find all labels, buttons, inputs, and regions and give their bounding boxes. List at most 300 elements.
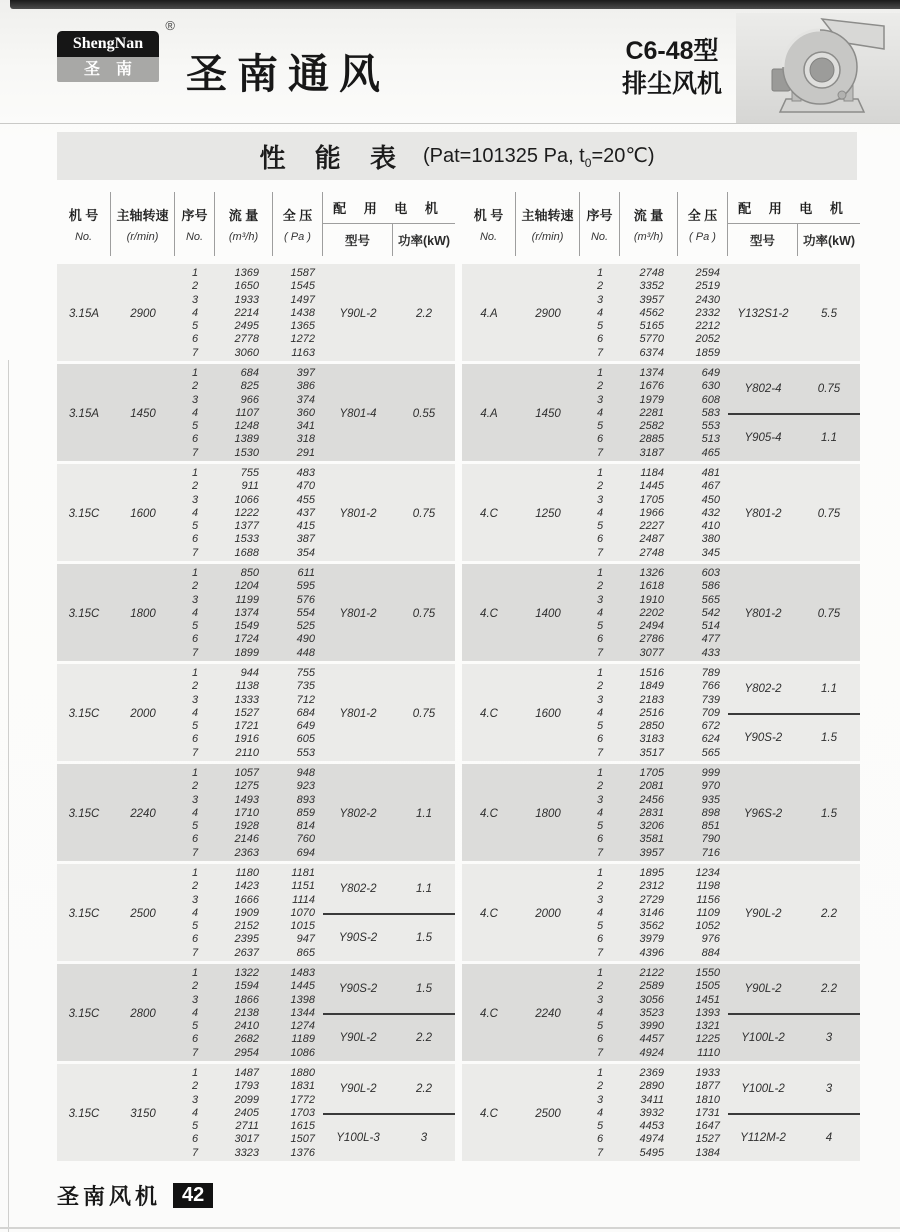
pressure-value: 1052 [695,920,720,933]
registered-trademark-icon: ® [165,18,175,33]
motor-entry [728,266,860,361]
pressure-value: 789 [701,666,720,679]
motor-entry [323,1066,455,1113]
pressure-value: 2594 [695,266,720,279]
flow-value: 684 [240,366,259,379]
header-machine-no [57,192,111,256]
motor-model: Y90S-2 [338,931,378,944]
row-seq: 6 [191,1133,199,1146]
row-seq: 4 [191,406,199,419]
flow-value: 1966 [639,506,664,519]
flow-value: 1333 [234,693,259,706]
shaft-speed: 2000 [535,907,561,920]
seq-column [175,666,215,761]
seq-column [580,866,620,961]
motor-entry [323,266,455,361]
pressure-value: 1365 [290,320,315,333]
row-seq: 1 [191,766,199,779]
pressure-value: 1070 [290,906,315,919]
motor-power: 0.75 [817,383,841,396]
motor-power: 0.55 [412,407,436,420]
flow-value: 2890 [639,1080,664,1093]
machine-no: 4.C [480,807,498,820]
table-block [57,464,455,561]
pressure-value: 923 [296,780,315,793]
centrifugal-fan-icon [736,13,900,123]
motor-model: Y802-2 [339,807,377,820]
flow-value: 1066 [234,493,259,506]
flow-value: 1184 [640,466,664,479]
motor-entry [728,1066,860,1113]
pressure-value: 1505 [695,980,720,993]
pressure-value: 1615 [290,1120,315,1133]
motor-column [323,266,455,361]
machine-no: 4.C [480,507,498,520]
header-shaft-speed [516,192,580,256]
row-seq: 4 [596,906,604,919]
pressure-value: 1831 [290,1080,315,1093]
row-seq: 7 [596,546,604,559]
motor-entry [728,566,860,661]
motor-entry [323,966,455,1013]
pressure-value: 694 [296,846,315,859]
row-seq: 6 [191,733,199,746]
machine-no: 4.A [480,407,498,420]
flow-value: 1138 [235,680,259,693]
pressure-value: 611 [297,566,315,579]
pressure-value: 345 [701,546,720,559]
pressure-value: 410 [701,520,720,533]
flow-value: 1248 [234,420,259,433]
pressure-value: 583 [701,406,720,419]
pressure-value: 865 [296,946,315,959]
pressure-value: 672 [701,720,720,733]
header-shaft-speed [111,192,175,256]
flow-value: 3323 [234,1146,259,1159]
motor-entry [728,366,860,413]
pressure-value: 1859 [695,346,720,359]
shaft-speed: 3150 [130,1107,156,1120]
flow-value: 2138 [234,1006,259,1019]
flow-value: 2637 [234,946,259,959]
motor-power: 2.2 [416,1031,432,1044]
pressure-value: 935 [701,793,720,806]
row-seq: 1 [596,966,604,979]
brand-name: 圣南通风 [186,51,390,97]
flow-value: 3523 [639,1006,664,1019]
row-seq: 3 [191,293,199,306]
row-seq: 7 [596,646,604,659]
pressure-value: 948 [296,766,315,779]
seq-column [175,766,215,861]
header-label: 流 量 [228,208,259,223]
row-seq: 7 [191,746,199,759]
row-seq: 3 [191,593,199,606]
seq-column [580,266,620,361]
header-pressure [273,192,323,256]
seq-column [175,366,215,461]
row-seq: 5 [596,1120,604,1133]
flow-value: 2748 [639,546,664,559]
row-seq: 3 [191,993,199,1006]
row-seq: 5 [596,720,604,733]
row-seq: 3 [191,693,199,706]
flow-column [620,1066,678,1161]
pressure-column [273,766,323,861]
header-motor-model: 型号 [728,224,798,256]
pressure-value: 455 [296,493,315,506]
shaft-speed: 1600 [130,507,156,520]
tables-region [57,192,860,1164]
flow-value: 1516 [639,666,664,679]
pressure-value: 1587 [290,266,315,279]
product-name: 排尘风机 [621,70,722,98]
row-seq: 7 [596,446,604,459]
flow-value: 1377 [234,520,259,533]
flow-value: 2146 [234,833,259,846]
flow-value: 3581 [639,833,664,846]
pressure-value: 605 [296,733,315,746]
flow-value: 2778 [234,333,259,346]
flow-column [620,266,678,361]
machine-no: 4.C [480,707,498,720]
seq-column [580,966,620,1061]
motor-model: Y90L-2 [339,1031,377,1044]
flow-value: 4974 [639,1133,664,1146]
table-block [462,464,860,561]
seq-column [580,466,620,561]
row-seq: 1 [191,866,199,879]
pressure-value: 387 [296,533,315,546]
pressure-value: 1109 [696,906,720,919]
flow-column [215,766,273,861]
pressure-value: 467 [701,480,720,493]
flow-column [215,366,273,461]
row-seq: 4 [596,706,604,719]
header-label: 流 量 [633,208,664,223]
row-seq: 2 [191,280,199,293]
cond-prefix: (Pat=101325 Pa, t [422,144,585,167]
flow-column [215,666,273,761]
flow-value: 3017 [234,1133,259,1146]
flow-value: 2682 [234,1033,259,1046]
motor-power: 0.75 [412,507,436,520]
pressure-column [273,1066,323,1161]
header-motor-label: 配 用 电 机 [738,201,850,216]
pressure-value: 565 [701,593,720,606]
table-header [57,192,455,256]
pressure-value: 684 [296,706,315,719]
row-seq: 5 [191,720,199,733]
row-seq: 3 [596,693,604,706]
pressure-column [678,866,728,961]
footer-brand: 圣南风机 [57,1184,162,1209]
table-block [57,364,455,461]
row-seq: 2 [191,880,199,893]
motor-power: 0.75 [817,507,841,520]
pressure-column [678,666,728,761]
row-seq: 5 [191,620,199,633]
flow-value: 2850 [639,720,664,733]
flow-value: 1721 [234,720,259,733]
motor-model: Y905-4 [744,431,782,444]
row-seq: 3 [191,1093,199,1106]
row-seq: 5 [191,820,199,833]
row-seq: 1 [191,966,199,979]
pressure-column [678,1066,728,1161]
row-seq: 2 [191,680,199,693]
motor-power: 2.2 [821,907,837,920]
pressure-value: 433 [701,646,720,659]
shaft-speed: 1450 [130,407,156,420]
row-seq: 2 [596,780,604,793]
flow-value: 3932 [639,1106,664,1119]
row-seq: 5 [191,920,199,933]
row-seq: 2 [191,1080,199,1093]
row-seq: 4 [596,506,604,519]
flow-value: 1493 [234,793,259,806]
flow-value: 3957 [639,846,664,859]
flow-column [620,666,678,761]
flow-value: 3060 [234,346,259,359]
flow-value: 2369 [639,1066,664,1079]
flow-value: 3056 [639,993,664,1006]
row-seq: 6 [191,633,199,646]
row-seq: 6 [596,533,604,546]
row-seq: 4 [596,606,604,619]
flow-value: 1676 [639,380,664,393]
row-seq: 6 [191,933,199,946]
flow-value: 3562 [639,920,664,933]
flow-value: 850 [240,566,259,579]
row-seq: 3 [596,793,604,806]
row-seq: 4 [191,306,199,319]
row-seq: 2 [596,380,604,393]
header-seq-no [175,192,215,256]
seq-column [175,966,215,1061]
row-seq: 6 [596,633,604,646]
flow-value: 3187 [639,446,664,459]
flow-value: 4457 [639,1033,664,1046]
row-seq: 5 [191,1020,199,1033]
flow-value: 1933 [234,293,259,306]
pressure-value: 341 [296,420,315,433]
flow-value: 2456 [639,793,664,806]
flow-value: 1910 [639,593,664,606]
table-block [462,264,860,361]
motor-power: 4 [825,1131,833,1144]
pressure-value: 1274 [290,1020,315,1033]
flow-value: 3979 [639,933,664,946]
motor-entry [728,1013,860,1062]
pressure-value: 1398 [290,993,315,1006]
flow-value: 2748 [639,266,664,279]
pressure-column [273,366,323,461]
motor-column [728,366,860,461]
flow-value: 3352 [639,280,664,293]
row-seq: 1 [596,766,604,779]
shaft-speed: 1800 [130,607,156,620]
header-seq-no [580,192,620,256]
flow-value: 2099 [234,1093,259,1106]
row-seq: 3 [191,393,199,406]
header-sublabel: No. [479,231,498,243]
machine-no: 4.A [480,307,498,320]
flow-value: 1916 [234,733,259,746]
header-label: 序号 [181,208,208,223]
row-seq: 6 [596,333,604,346]
motor-power: 1.1 [416,883,432,896]
flow-value: 2729 [639,893,664,906]
pressure-value: 1483 [290,966,315,979]
motor-power: 0.75 [412,607,436,620]
header-sublabel: (r/min) [126,231,159,243]
flow-value: 1909 [234,906,259,919]
pressure-value: 1550 [695,966,720,979]
seq-column [580,566,620,661]
pressure-column [678,466,728,561]
row-seq: 3 [596,893,604,906]
logo-english-text: ShengNan [57,31,159,57]
machine-no: 3.15C [68,1007,100,1020]
table-block [462,564,860,661]
perf-table-right [462,192,860,1164]
row-seq: 1 [596,866,604,879]
header-label: 全 压 [282,208,313,223]
motor-model: Y801-2 [339,607,377,620]
pressure-value: 2332 [695,306,720,319]
pressure-value: 1527 [695,1133,720,1146]
motor-entry [728,713,860,762]
flow-value: 2081 [639,780,664,793]
shaft-speed: 2500 [535,1107,561,1120]
motor-entry [728,413,860,462]
product-model: C6-48型 [625,37,719,65]
pressure-value: 2052 [695,333,720,346]
row-seq: 2 [191,780,199,793]
row-seq: 4 [596,406,604,419]
row-seq: 7 [191,846,199,859]
row-seq: 1 [191,666,199,679]
motor-model: Y96S-2 [743,807,783,820]
flow-value: 2410 [234,1020,259,1033]
row-seq: 5 [191,520,199,533]
motor-power: 1.1 [821,683,837,696]
pressure-column [273,866,323,961]
header-sublabel: No. [590,231,609,243]
motor-column [323,966,455,1061]
pressure-value: 716 [701,846,720,859]
row-seq: 6 [191,1033,199,1046]
row-seq: 3 [191,493,199,506]
pressure-value: 291 [296,446,315,459]
motor-power: 3 [420,1131,428,1144]
pressure-value: 542 [701,606,720,619]
motor-column [728,766,860,861]
row-seq: 3 [596,1093,604,1106]
flow-value: 4453 [639,1120,664,1133]
pressure-value: 649 [296,720,315,733]
pressure-value: 1880 [290,1066,315,1079]
pressure-value: 1156 [696,893,720,906]
pressure-value: 893 [296,793,315,806]
pressure-value: 1151 [291,880,315,893]
seq-column [175,566,215,661]
pressure-value: 1731 [695,1106,720,1119]
flow-value: 4562 [639,306,664,319]
machine-no: 3.15C [68,607,100,620]
row-seq: 1 [191,366,199,379]
flow-column [620,566,678,661]
table-block [57,264,455,361]
header-flow [215,192,273,256]
row-seq: 6 [191,833,199,846]
pressure-value: 470 [296,480,315,493]
motor-power: 3 [825,1083,833,1096]
motor-entry [323,366,455,461]
flow-column [620,366,678,461]
pressure-value: 465 [701,446,720,459]
row-seq: 5 [191,320,199,333]
pressure-value: 624 [701,733,720,746]
flow-value: 1374 [639,366,664,379]
table-block [462,964,860,1061]
header-sublabel: No. [185,231,204,243]
flow-value: 2582 [639,420,664,433]
motor-entry [323,566,455,661]
flow-column [620,966,678,1061]
pressure-value: 2430 [695,293,720,306]
motor-model: Y801-2 [339,707,377,720]
motor-model: Y90L-2 [744,983,782,996]
motor-model: Y90S-2 [743,731,783,744]
motor-model: Y90L-2 [339,1083,377,1096]
pressure-value: 790 [701,833,720,846]
flow-value: 1650 [234,280,259,293]
motor-entry [323,1013,455,1062]
pressure-value: 1181 [291,866,315,879]
machine-no: 3.15C [68,1107,100,1120]
pressure-column [678,566,728,661]
top-edge-strip [10,0,900,9]
pressure-value: 513 [701,433,720,446]
pressure-value: 709 [701,706,720,719]
row-seq: 4 [191,1106,199,1119]
cond-subscript: 0 [584,155,592,170]
machine-no: 3.15A [68,307,100,320]
table-block [57,1064,455,1161]
pressure-value: 1703 [290,1106,315,1119]
flow-value: 2202 [639,606,664,619]
shaft-speed: 2240 [130,807,156,820]
row-seq: 7 [191,1046,199,1059]
title-text: 性 能 表 [259,142,407,173]
flow-value: 1107 [235,406,259,419]
pressure-value: 318 [296,433,315,446]
row-seq: 4 [191,1006,199,1019]
seq-column [580,366,620,461]
shaft-speed: 1600 [535,707,561,720]
motor-column [728,466,860,561]
table-block [462,664,860,761]
header-sublabel: (r/min) [531,231,564,243]
flow-value: 1527 [234,706,259,719]
pressure-value: 898 [701,806,720,819]
row-seq: 6 [596,1133,604,1146]
perf-table-left [57,192,455,1164]
flow-value: 825 [240,380,259,393]
pressure-value: 712 [296,693,315,706]
